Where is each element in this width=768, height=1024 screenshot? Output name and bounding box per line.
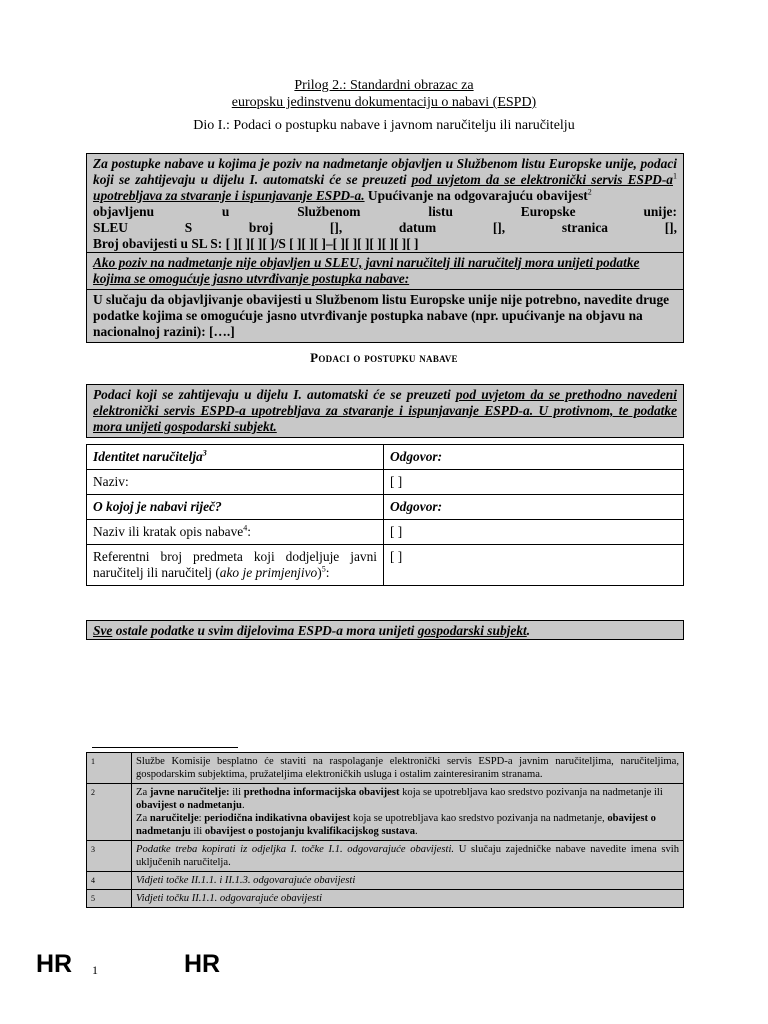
footnote-separator bbox=[92, 747, 238, 748]
not-published-note: Ako poziv na nadmetanje nije objavljen u SLEU, javni naručitelj ili naručitelj mora unijeti podatke kojima se omogućuje jasno utvrđivanje postupka nabave: bbox=[93, 255, 640, 286]
page-number: 1 bbox=[92, 963, 98, 977]
name-label: Naziv: bbox=[87, 470, 384, 495]
national-publication-note: U slučaju da objavljivanje obavijesti u Službenom listu Europske unije nije potrebno, navedite druge podatke kojima se omogućuje jasno utvrđivanje postupka nabave (npr. upućivanje na objavu na nacionalnoj razini): [….] bbox=[93, 292, 670, 339]
section-heading: Podaci o postupku nabave bbox=[310, 350, 458, 365]
procurement-title-label: Naziv ili kratak opis nabave$^4$: bbox=[87, 520, 384, 545]
contracting-authority-header: Identitet naručitelja$^3$ bbox=[87, 445, 384, 470]
reference-number-field[interactable]: [ ] bbox=[384, 545, 684, 586]
notice-line-1: objavljenu u Službenom listu Europske unije: bbox=[93, 204, 677, 219]
table-row bbox=[87, 520, 684, 545]
table-row bbox=[87, 445, 684, 470]
part-title: Dio I.: Podaci o postupku nabave i javnom naručitelju ili naručitelju bbox=[193, 118, 575, 133]
answer-header: Odgovor: bbox=[384, 495, 684, 520]
annex-subtitle: europsku jedinstvenu dokumentaciju o nabavi (ESPD) bbox=[231, 95, 537, 110]
annex-title: Prilog 2.: Standardni obrazac za bbox=[294, 78, 474, 93]
footnote-row: 1 Službe Komisije besplatno će staviti na raspolaganje elektronički servis ESPD-a javnim naručiteljima, naručiteljima, gospodarskim subjektima, pružateljima elektroničkih usluga i ostalim zainteresiranim stranama. bbox=[87, 753, 684, 784]
notice-number-line: Broj obavijesti u SL S: [ ][ ][ ][ ]/S [ ][ ][ ]–[ ][ ][ ][ ][ ][ ][ ] bbox=[93, 236, 419, 251]
notice-line-2: SLEU S broj [], datum [], stranica [], bbox=[93, 220, 677, 235]
footnote-row: 4 Vidjeti točke II.1.1. i II.1.3. odgovarajuće obavijesti bbox=[87, 872, 684, 890]
language-code-left: HR bbox=[36, 950, 73, 978]
procurement-title-field[interactable]: [ ] bbox=[384, 520, 684, 545]
footnote-1: Službe Komisije besplatno će staviti na raspolaganje elektronički servis ESPD-a javnim naručiteljima, naručiteljima, gospodarskim subjektima, pružateljima elektroničkih usluga i ostalim zainteresiranim stranama. bbox=[132, 753, 684, 784]
publication-info-paragraph: Za postupke nabave u kojima je poziv na nadmetanje objavljen u Službenom listu Europske unije, podaci koji se zahtijevaju u dijelu I. automatski će se preuzeti pod uvjetom da se elektronički servis ESPD-$a^1$ upotrebljava za stvaranje i ispunjavanje ESPD-a. Upućivanje na odgovarajuću obavijest$^2$ objavljenu u Službenom listu Europske unije: SLEU S broj [], datum [], stranica [], Broj obavijesti u SL S: [ ][ ][ ][ ]/S [ ][ ][ ]–[ ][ ][ ][ ][ ][ ][ ] bbox=[93, 156, 677, 251]
language-code-right: HR bbox=[184, 950, 221, 978]
footnote-row: 2 Za javne naručitelje: ili prethodna informacijska obavijest koja se upotrebljava kao sredstvo pozivanja na nadmetanje ili obavijest o nadmetanju. Za naručitelje: periodična indikativna obavijest koja se upotrebljava kao sredstvo pozivanja na nadmetanje, obavijest o nadmetanju ili obavijest o postojanju kvalifikacijskog sustava. bbox=[87, 784, 684, 841]
answer-header: Odgovor: bbox=[384, 445, 684, 470]
footnote-4: Vidjeti točke II.1.1. i II.1.3. odgovarajuće obavijesti bbox=[132, 872, 684, 890]
footnote-5: Vidjeti točku II.1.1. odgovarajuće obavijesti bbox=[132, 890, 684, 908]
footnote-3: Podatke treba kopirati iz odjeljka I. točke I.1. odgovarajuće obavijesti. U slučaju zajedničke nabave navedite imena svih uključenih naručitelja. bbox=[132, 841, 684, 872]
footnote-row: 5 Vidjeti točku II.1.1. odgovarajuće obavijesti bbox=[87, 890, 684, 908]
table-row bbox=[87, 470, 684, 495]
reference-number-label: Referentni broj predmeta koji dodjeljuje javni naručitelj ili naručitelj (ako je primjenjivo)$^5$: bbox=[87, 545, 384, 586]
publication-info-box bbox=[86, 153, 684, 343]
footnote-row: 3 Podatke treba kopirati iz odjeljka I. točke I.1. odgovarajuće obavijesti. U slučaju zajedničke nabave navedite imena svih uključenih naručitelja. bbox=[87, 841, 684, 872]
procurement-info-table bbox=[86, 444, 684, 586]
procurement-header: O kojoj je nabavi riječ? bbox=[87, 495, 384, 520]
table-row bbox=[87, 545, 684, 586]
auto-fill-note-box: Podaci koji se zahtijevaju u dijelu I. automatski će se preuzeti pod uvjetom da se prethodno navedeni elektronički servis ESPD-a upotrebljava za stvaranje i ispunjavanje ESPD-a. U protivnom, te podatke mora unijeti gospodarski subjekt. bbox=[86, 384, 684, 438]
footnote-2: Za javne naručitelje: ili prethodna informacijska obavijest koja se upotrebljava kao sredstvo pozivanja na nadmetanje ili obavijest o nadmetanju. Za naručitelje: periodična indikativna obavijest koja se upotrebljava kao sredstvo pozivanja na nadmetanje, obavijest o nadmetanju ili obavijest o postojanju kvalifikacijskog sustava. bbox=[132, 784, 684, 841]
footnotes-table bbox=[86, 752, 684, 908]
name-value-field[interactable]: [ ] bbox=[384, 470, 684, 495]
economic-operator-note: Sve ostale podatke u svim dijelovima ESPD-a mora unijeti gospodarski subjekt. bbox=[86, 620, 684, 640]
table-row bbox=[87, 495, 684, 520]
